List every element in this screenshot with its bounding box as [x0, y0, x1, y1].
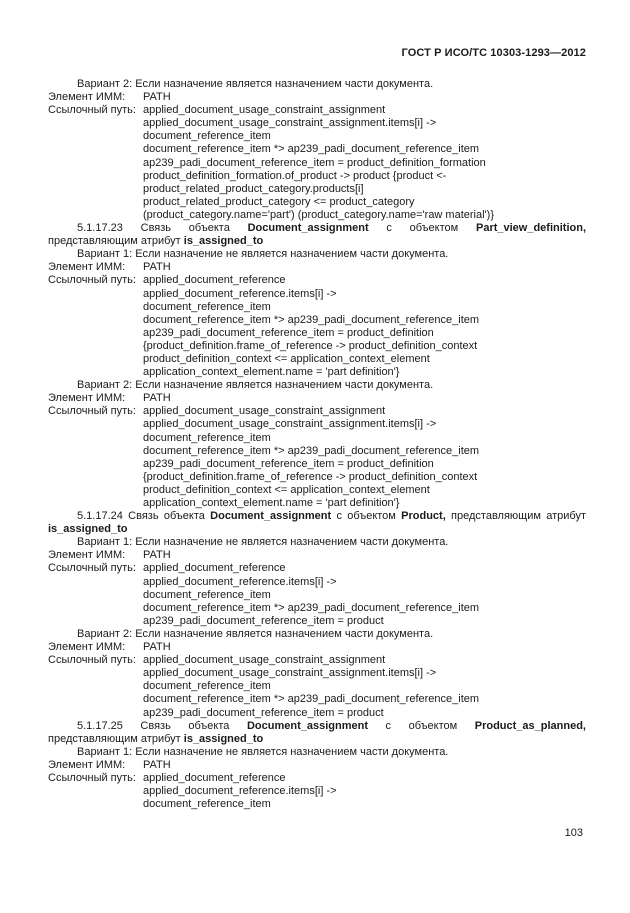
path-line: document_reference_item *> ap239_padi_document_reference_item [143, 601, 480, 614]
path-line: PATH [143, 758, 171, 771]
reference-path-field [48, 104, 586, 222]
section-heading [48, 720, 586, 746]
path-line: applied_document_usage_constraint_assignment.items[i] -> [143, 667, 437, 680]
heading-bold-term: Document_assignment [247, 222, 369, 235]
path-line: applied_document_usage_constraint_assignment.items[i] -> [143, 117, 437, 130]
field-value [143, 772, 586, 811]
path-line: applied_document_reference [143, 562, 286, 575]
path-line: applied_document_reference [143, 771, 286, 784]
page-number: 103 [564, 827, 583, 839]
path-line: PATH [143, 641, 171, 654]
imm-element-field [48, 759, 586, 772]
path-line: ap239_padi_document_reference_item = product [143, 706, 384, 719]
path-line: product_definition_context <= application_context_element [143, 483, 430, 496]
path-line: PATH [143, 261, 171, 274]
field-value [143, 562, 586, 627]
path-line: {product_definition.frame_of_reference -> product_definition_context [143, 470, 478, 483]
imm-element-field [48, 641, 586, 654]
reference-path-field [48, 772, 586, 811]
path-line: PATH [143, 91, 171, 104]
path-line: applied_document_usage_constraint_assignment [143, 654, 386, 667]
path-line: applied_document_usage_constraint_assignment.items[i] -> [143, 418, 437, 431]
heading-text: с объектом [367, 719, 475, 732]
path-line: {product_definition.frame_of_reference -> product_definition_context [143, 339, 478, 352]
field-label: Элемент ИММ: [48, 91, 126, 104]
path-line: application_context_element.name = 'part definition'} [143, 366, 400, 379]
field-label: Элемент ИММ: [48, 549, 126, 562]
path-line: product_related_product_category.products[i] [143, 182, 364, 195]
path-line: document_reference_item [143, 798, 271, 811]
field-value [143, 392, 586, 405]
reference-path-field [48, 654, 586, 719]
field-value [143, 274, 586, 379]
field-label: Элемент ИММ: [48, 392, 126, 405]
path-line: product_definition_context <= application_context_element [143, 352, 430, 365]
heading-text: представляющим атрибут [48, 732, 184, 745]
heading-text: 5.1.17.25 Связь объекта [77, 719, 247, 732]
field-label: Ссылочный путь: [48, 771, 136, 784]
variant-paragraph: Вариант 2: Если назначение является назначением части документа. [77, 78, 434, 90]
path-line: document_reference_item [143, 300, 271, 313]
document-body [48, 78, 586, 811]
field-value [143, 261, 586, 274]
path-line: applied_document_reference.items[i] -> [143, 287, 337, 300]
imm-element-field [48, 261, 586, 274]
path-line: applied_document_reference [143, 274, 286, 287]
heading-text: представляющим атрибут [445, 510, 586, 523]
field-label: Ссылочный путь: [48, 405, 136, 418]
path-line: PATH [143, 392, 171, 405]
path-line: ap239_padi_document_reference_item = product_definition_formation [143, 156, 486, 169]
heading-text: с объектом [368, 222, 476, 235]
field-value [143, 549, 586, 562]
field-value [143, 641, 586, 654]
path-line: ap239_padi_document_reference_item = product_definition [143, 457, 434, 470]
path-line: applied_document_reference.items[i] -> [143, 575, 337, 588]
heading-bold-term: is_assigned_to [48, 523, 128, 536]
field-value [143, 654, 586, 719]
path-line: product_related_product_category <= product_category [143, 195, 415, 208]
path-line: document_reference_item [143, 680, 271, 693]
heading-text: представляющим атрибут [48, 235, 184, 248]
field-label: Элемент ИММ: [48, 758, 126, 771]
heading-bold-term: Document_assignment [210, 510, 332, 523]
field-label: Ссылочный путь: [48, 654, 136, 667]
field-label: Ссылочный путь: [48, 274, 136, 287]
heading-text: с объектом [331, 510, 402, 523]
field-label: Элемент ИММ: [48, 261, 126, 274]
heading-text: 5.1.17.24 Связь объекта [77, 510, 211, 523]
imm-element-field [48, 91, 586, 104]
field-label: Ссылочный путь: [48, 562, 136, 575]
variant-paragraph: Вариант 1: Если назначение не является назначением части документа. [77, 745, 449, 758]
path-line: applied_document_reference.items[i] -> [143, 785, 337, 798]
path-line: document_reference_item *> ap239_padi_document_reference_item [143, 693, 480, 706]
heading-bold-term: is_assigned_to [183, 732, 264, 745]
heading-bold-term: Product, [401, 510, 446, 523]
path-line: PATH [143, 549, 171, 562]
section-heading [48, 510, 586, 536]
path-line: ap239_padi_document_reference_item = product_definition [143, 326, 434, 339]
path-line: document_reference_item [143, 431, 271, 444]
section-heading [48, 222, 586, 248]
path-line: application_context_element.name = 'part definition'} [143, 497, 400, 509]
field-label: Элемент ИММ: [48, 641, 126, 654]
path-line: (product_category.name='part') (product_category.name='raw material')} [143, 208, 494, 221]
field-label: Ссылочный путь: [48, 104, 136, 117]
heading-bold-term: Part_view_definition, [475, 222, 587, 235]
path-line: document_reference_item *> ap239_padi_document_reference_item [143, 313, 480, 326]
heading-text: 5.1.17.23 Связь объекта [77, 222, 248, 235]
imm-element-field [48, 392, 586, 405]
field-value [143, 104, 586, 222]
heading-bold-term: is_assigned_to [183, 235, 264, 248]
heading-bold-term: Document_assignment [246, 719, 368, 732]
field-value [143, 759, 586, 772]
document-code-header: ГОСТ Р ИСО/ТС 10303-1293—2012 [401, 47, 586, 59]
variant-paragraph: Вариант 1: Если назначение не является назначением части документа. [77, 536, 449, 549]
field-value [143, 405, 586, 510]
reference-path-field [48, 405, 586, 510]
heading-bold-term: Product_as_planned, [474, 719, 586, 732]
reference-path-field [48, 274, 586, 379]
path-line: document_reference_item *> ap239_padi_document_reference_item [143, 444, 480, 457]
path-line: applied_document_usage_constraint_assignment [143, 405, 386, 418]
path-line: document_reference_item [143, 130, 271, 143]
variant-paragraph: Вариант 2: Если назначение является назначением части документа. [77, 627, 434, 640]
path-line: document_reference_item [143, 588, 271, 601]
path-line: document_reference_item *> ap239_padi_document_reference_item [143, 143, 480, 156]
path-line: product_definition_formation.of_product -> product {product <- [143, 169, 447, 182]
variant-paragraph: Вариант 2: Если назначение является назначением части документа. [77, 379, 434, 392]
field-value [143, 91, 586, 104]
imm-element-field [48, 549, 586, 562]
path-line: ap239_padi_document_reference_item = product [143, 614, 384, 627]
reference-path-field [48, 562, 586, 627]
path-line: applied_document_usage_constraint_assignment [143, 104, 386, 117]
variant-paragraph: Вариант 1: Если назначение не является назначением части документа. [77, 248, 449, 261]
